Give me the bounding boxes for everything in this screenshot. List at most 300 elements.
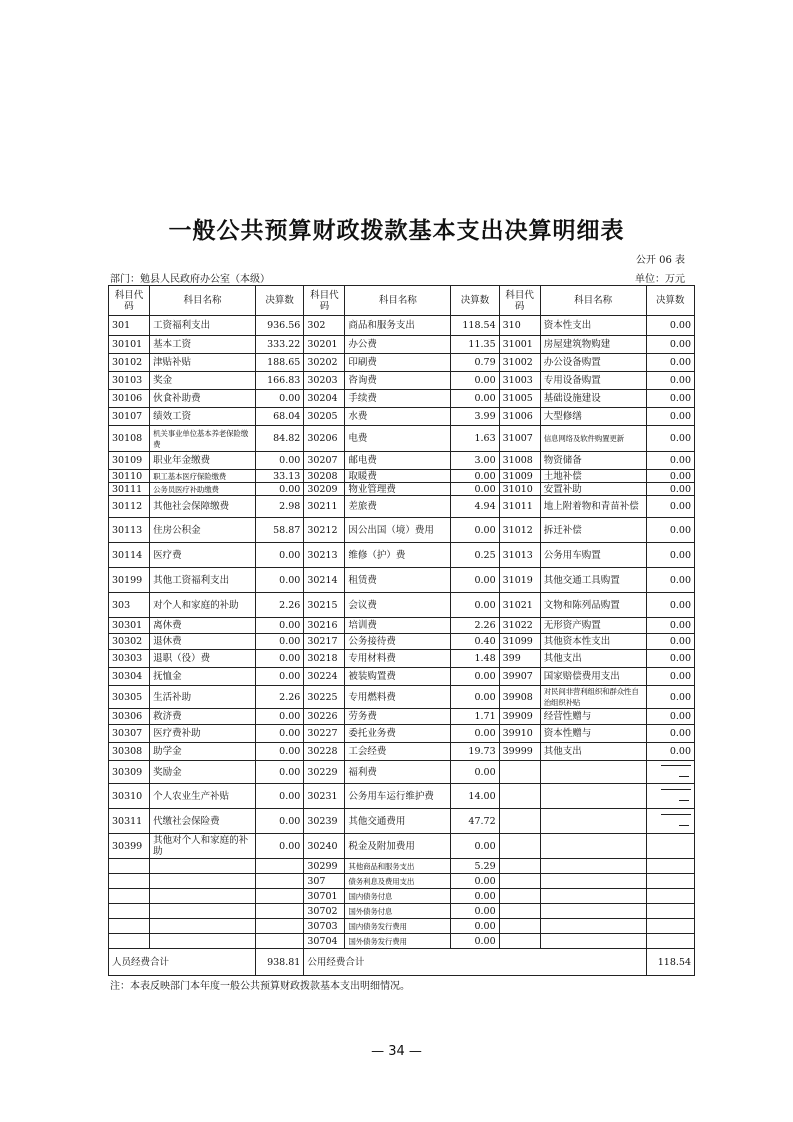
table-row bbox=[109, 372, 695, 390]
subject-code: 30306 bbox=[109, 709, 150, 725]
subject-name: 个人农业生产补贴 bbox=[150, 784, 256, 809]
subject-name: 基础设施建设 bbox=[540, 390, 646, 408]
amount-value bbox=[646, 874, 694, 889]
subject-code: 307 bbox=[304, 874, 345, 889]
subject-code: 30703 bbox=[304, 919, 345, 934]
amount-value: 0.00 bbox=[646, 336, 694, 354]
subject-code: 30209 bbox=[304, 483, 345, 496]
subject-code bbox=[109, 919, 150, 934]
amount-value: 0.00 bbox=[646, 354, 694, 372]
personnel-total-value: 938.81 bbox=[256, 949, 304, 976]
amount-value: 0.25 bbox=[451, 543, 499, 568]
subject-code: 31012 bbox=[499, 518, 540, 543]
amount-value: 0.40 bbox=[451, 634, 499, 650]
subject-code: 303 bbox=[109, 593, 150, 618]
subject-name bbox=[540, 761, 646, 784]
subject-name: 其他商品和服务支出 bbox=[345, 859, 451, 874]
subject-code: 30203 bbox=[304, 372, 345, 390]
subject-name: 专用材料费 bbox=[345, 650, 451, 668]
amount-value: 0.00 bbox=[256, 650, 304, 668]
subject-code: 39999 bbox=[499, 743, 540, 761]
amount-value: 0.00 bbox=[646, 568, 694, 593]
amount-value: 84.82 bbox=[256, 426, 304, 452]
table-row bbox=[109, 470, 695, 483]
subject-name: 其他交通费用 bbox=[345, 809, 451, 834]
table-row bbox=[109, 809, 695, 834]
table-row bbox=[109, 618, 695, 634]
subject-code: 30101 bbox=[109, 336, 150, 354]
subject-name: 资本性赠与 bbox=[540, 725, 646, 743]
amount-value: 0.00 bbox=[256, 743, 304, 761]
subject-name: 国内债务发行费用 bbox=[345, 919, 451, 934]
subject-code: 30229 bbox=[304, 761, 345, 784]
table-row bbox=[109, 408, 695, 426]
subject-name bbox=[540, 919, 646, 934]
subject-code: 30307 bbox=[109, 725, 150, 743]
table-row bbox=[109, 919, 695, 934]
subject-name: 经营性赠与 bbox=[540, 709, 646, 725]
amount-value: 5.29 bbox=[451, 859, 499, 874]
subject-name: 其他资本性支出 bbox=[540, 634, 646, 650]
subject-code: 30299 bbox=[304, 859, 345, 874]
amount-value: 0.00 bbox=[256, 618, 304, 634]
subject-code: 30108 bbox=[109, 426, 150, 452]
subject-name: 办公费 bbox=[345, 336, 451, 354]
subject-name: 维修（护）费 bbox=[345, 543, 451, 568]
subject-code: 31099 bbox=[499, 634, 540, 650]
subject-name: 公务用车运行维护费 bbox=[345, 784, 451, 809]
amount-value: 47.72 bbox=[451, 809, 499, 834]
subject-name bbox=[540, 809, 646, 834]
subject-name bbox=[540, 784, 646, 809]
subject-name: 无形资产购置 bbox=[540, 618, 646, 634]
subject-name: 被装购置费 bbox=[345, 668, 451, 686]
header-amount: 决算数 bbox=[256, 286, 304, 316]
subject-code bbox=[499, 809, 540, 834]
subject-code bbox=[109, 904, 150, 919]
amount-value bbox=[646, 919, 694, 934]
amount-value: 58.87 bbox=[256, 518, 304, 543]
amount-value: 0.00 bbox=[451, 372, 499, 390]
subject-name: 医疗费 bbox=[150, 543, 256, 568]
amount-value: 0.00 bbox=[646, 483, 694, 496]
subject-name: 绩效工资 bbox=[150, 408, 256, 426]
subject-name: 其他社会保障缴费 bbox=[150, 496, 256, 518]
subject-name: 因公出国（境）费用 bbox=[345, 518, 451, 543]
amount-value bbox=[646, 889, 694, 904]
subject-code bbox=[499, 784, 540, 809]
dash-mark bbox=[661, 812, 691, 828]
subject-code: 30304 bbox=[109, 668, 150, 686]
subject-code bbox=[109, 874, 150, 889]
subject-code bbox=[109, 889, 150, 904]
subject-code: 30106 bbox=[109, 390, 150, 408]
amount-value: 0.00 bbox=[451, 593, 499, 618]
subject-code bbox=[499, 761, 540, 784]
footnote: 注：本表反映部门本年度一般公共预算财政拨款基本支出明细情况。 bbox=[110, 981, 410, 992]
table-row bbox=[109, 709, 695, 725]
subject-code bbox=[109, 859, 150, 874]
amount-value: 0.00 bbox=[256, 634, 304, 650]
subject-name bbox=[150, 889, 256, 904]
subject-name: 委托业务费 bbox=[345, 725, 451, 743]
subject-name: 会议费 bbox=[345, 593, 451, 618]
subject-code: 30207 bbox=[304, 452, 345, 470]
header-row bbox=[109, 286, 695, 316]
amount-value bbox=[646, 904, 694, 919]
amount-value: 0.00 bbox=[646, 725, 694, 743]
subject-name: 工会经费 bbox=[345, 743, 451, 761]
subject-code: 30211 bbox=[304, 496, 345, 518]
subject-code: 30231 bbox=[304, 784, 345, 809]
amount-value bbox=[256, 904, 304, 919]
amount-value: 0.00 bbox=[256, 709, 304, 725]
amount-value: 0.00 bbox=[451, 834, 499, 859]
subject-code: 31010 bbox=[499, 483, 540, 496]
subject-code: 30107 bbox=[109, 408, 150, 426]
amount-value: 1.71 bbox=[451, 709, 499, 725]
table-row bbox=[109, 354, 695, 372]
subject-name: 文物和陈列品购置 bbox=[540, 593, 646, 618]
table-row bbox=[109, 496, 695, 518]
amount-value: 0.00 bbox=[451, 686, 499, 709]
subject-name: 机关事业单位基本养老保险缴费 bbox=[150, 426, 256, 452]
subject-name: 国外债务发行费用 bbox=[345, 934, 451, 949]
amount-value: 0.00 bbox=[256, 809, 304, 834]
amount-value: 0.00 bbox=[646, 470, 694, 483]
subject-name: 劳务费 bbox=[345, 709, 451, 725]
subject-name: 基本工资 bbox=[150, 336, 256, 354]
subject-code: 30110 bbox=[109, 470, 150, 483]
header-code: 科目代码 bbox=[304, 286, 345, 316]
table-row bbox=[109, 904, 695, 919]
subject-name: 物资储备 bbox=[540, 452, 646, 470]
subject-code: 30204 bbox=[304, 390, 345, 408]
table-row bbox=[109, 316, 695, 336]
subject-code: 39908 bbox=[499, 686, 540, 709]
amount-value: 0.00 bbox=[256, 483, 304, 496]
header-code: 科目代码 bbox=[499, 286, 540, 316]
subject-name bbox=[540, 934, 646, 949]
amount-value: 0.00 bbox=[646, 390, 694, 408]
subject-name: 专用燃料费 bbox=[345, 686, 451, 709]
public-total-value: 118.54 bbox=[646, 949, 694, 976]
subject-code bbox=[499, 919, 540, 934]
amount-value: 0.00 bbox=[256, 543, 304, 568]
subject-code: 30208 bbox=[304, 470, 345, 483]
subject-name: 其他对个人和家庭的补助 bbox=[150, 834, 256, 859]
subject-code: 302 bbox=[304, 316, 345, 336]
table-row bbox=[109, 568, 695, 593]
amount-value: 0.00 bbox=[256, 668, 304, 686]
table-row bbox=[109, 593, 695, 618]
table-row bbox=[109, 889, 695, 904]
amount-value: 0.00 bbox=[451, 668, 499, 686]
page-title: 一般公共预算财政拨款基本支出决算明细表 bbox=[168, 217, 625, 244]
subject-name: 公务员医疗补助缴费 bbox=[150, 483, 256, 496]
subject-code: 30109 bbox=[109, 452, 150, 470]
subject-name bbox=[540, 874, 646, 889]
subject-code: 30239 bbox=[304, 809, 345, 834]
table-row bbox=[109, 784, 695, 809]
table-row bbox=[109, 686, 695, 709]
amount-value: 188.65 bbox=[256, 354, 304, 372]
amount-value: 0.00 bbox=[256, 390, 304, 408]
department-label: 部门：勉县人民政府办公室（本级） bbox=[110, 274, 270, 285]
subject-code: 31013 bbox=[499, 543, 540, 568]
table-row bbox=[109, 452, 695, 470]
amount-value: 4.94 bbox=[451, 496, 499, 518]
subject-name: 税金及附加费用 bbox=[345, 834, 451, 859]
subject-code: 30701 bbox=[304, 889, 345, 904]
amount-value: 0.00 bbox=[646, 650, 694, 668]
amount-value: 2.26 bbox=[256, 686, 304, 709]
amount-value: 19.73 bbox=[451, 743, 499, 761]
amount-value: 0.00 bbox=[646, 518, 694, 543]
subject-code: 30113 bbox=[109, 518, 150, 543]
subject-code: 31009 bbox=[499, 470, 540, 483]
amount-value bbox=[256, 874, 304, 889]
not-applicable-mark bbox=[646, 761, 694, 784]
subject-code: 30225 bbox=[304, 686, 345, 709]
subject-code: 30214 bbox=[304, 568, 345, 593]
subject-code: 30399 bbox=[109, 834, 150, 859]
subject-name: 手续费 bbox=[345, 390, 451, 408]
amount-value: 0.00 bbox=[646, 372, 694, 390]
subject-name: 物业管理费 bbox=[345, 483, 451, 496]
subject-name: 对民间非营利组织和群众性自治组织补贴 bbox=[540, 686, 646, 709]
subject-name: 专用设备购置 bbox=[540, 372, 646, 390]
header-amount: 决算数 bbox=[451, 286, 499, 316]
amount-value: 3.99 bbox=[451, 408, 499, 426]
subject-code bbox=[499, 934, 540, 949]
subject-code: 30199 bbox=[109, 568, 150, 593]
subject-code: 30201 bbox=[304, 336, 345, 354]
header-name: 科目名称 bbox=[540, 286, 646, 316]
amount-value: 33.13 bbox=[256, 470, 304, 483]
subject-name: 土地补偿 bbox=[540, 470, 646, 483]
subject-name: 国内债务付息 bbox=[345, 889, 451, 904]
subject-code: 31002 bbox=[499, 354, 540, 372]
unit-label: 单位：万元 bbox=[635, 274, 685, 285]
page-number: — 34 — bbox=[371, 1044, 422, 1059]
subject-name: 伙食补助费 bbox=[150, 390, 256, 408]
subject-code: 30302 bbox=[109, 634, 150, 650]
subject-code: 39907 bbox=[499, 668, 540, 686]
subject-code: 30308 bbox=[109, 743, 150, 761]
amount-value: 0.00 bbox=[451, 568, 499, 593]
expenditure-table bbox=[108, 285, 695, 976]
amount-value: 118.54 bbox=[451, 316, 499, 336]
dash-mark bbox=[661, 763, 691, 779]
subject-code: 31019 bbox=[499, 568, 540, 593]
table-row bbox=[109, 426, 695, 452]
amount-value: 11.35 bbox=[451, 336, 499, 354]
amount-value: 14.00 bbox=[451, 784, 499, 809]
amount-value: 0.00 bbox=[451, 904, 499, 919]
subject-name bbox=[540, 859, 646, 874]
subject-name: 住房公积金 bbox=[150, 518, 256, 543]
subject-code bbox=[499, 834, 540, 859]
subject-name: 福利费 bbox=[345, 761, 451, 784]
amount-value: 0.00 bbox=[451, 725, 499, 743]
subject-code: 301 bbox=[109, 316, 150, 336]
subject-code: 30112 bbox=[109, 496, 150, 518]
subject-name: 其他支出 bbox=[540, 650, 646, 668]
table-row bbox=[109, 668, 695, 686]
subject-name: 差旅费 bbox=[345, 496, 451, 518]
subject-name: 取暖费 bbox=[345, 470, 451, 483]
amount-value: 0.00 bbox=[451, 889, 499, 904]
subject-code bbox=[499, 874, 540, 889]
header-name: 科目名称 bbox=[345, 286, 451, 316]
subject-code: 30206 bbox=[304, 426, 345, 452]
subject-name: 奖金 bbox=[150, 372, 256, 390]
amount-value: 1.63 bbox=[451, 426, 499, 452]
subject-name: 电费 bbox=[345, 426, 451, 452]
subject-name: 离休费 bbox=[150, 618, 256, 634]
table-row bbox=[109, 650, 695, 668]
subject-name: 信息网络及软件购置更新 bbox=[540, 426, 646, 452]
amount-value: 0.00 bbox=[646, 452, 694, 470]
not-applicable-mark bbox=[646, 784, 694, 809]
table-row bbox=[109, 761, 695, 784]
subject-name bbox=[150, 904, 256, 919]
subject-code bbox=[499, 859, 540, 874]
subject-name: 其他工资福利支出 bbox=[150, 568, 256, 593]
amount-value: 0.00 bbox=[256, 452, 304, 470]
amount-value: 333.22 bbox=[256, 336, 304, 354]
subject-code: 30224 bbox=[304, 668, 345, 686]
subject-name: 职业年金缴费 bbox=[150, 452, 256, 470]
amount-value: 0.00 bbox=[646, 709, 694, 725]
amount-value: 0.00 bbox=[646, 426, 694, 452]
subject-code: 30702 bbox=[304, 904, 345, 919]
subject-code: 30228 bbox=[304, 743, 345, 761]
subject-code: 30301 bbox=[109, 618, 150, 634]
subject-name: 咨询费 bbox=[345, 372, 451, 390]
subject-name bbox=[150, 874, 256, 889]
personnel-total-label: 人员经费合计 bbox=[109, 949, 256, 976]
subject-code: 30704 bbox=[304, 934, 345, 949]
subject-name: 代缴社会保险费 bbox=[150, 809, 256, 834]
amount-value: 68.04 bbox=[256, 408, 304, 426]
amount-value: 0.00 bbox=[451, 390, 499, 408]
amount-value: 0.00 bbox=[451, 483, 499, 496]
table-row bbox=[109, 934, 695, 949]
subject-name bbox=[540, 904, 646, 919]
subject-code: 310 bbox=[499, 316, 540, 336]
subject-name: 生活补助 bbox=[150, 686, 256, 709]
amount-value bbox=[256, 889, 304, 904]
subject-name bbox=[150, 859, 256, 874]
table-row bbox=[109, 336, 695, 354]
subject-code: 31007 bbox=[499, 426, 540, 452]
subject-code: 30205 bbox=[304, 408, 345, 426]
subject-code: 30310 bbox=[109, 784, 150, 809]
subject-name: 公务用车购置 bbox=[540, 543, 646, 568]
subject-name: 医疗费补助 bbox=[150, 725, 256, 743]
table-row bbox=[109, 874, 695, 889]
table-row bbox=[109, 859, 695, 874]
subject-name: 商品和服务支出 bbox=[345, 316, 451, 336]
subject-name: 邮电费 bbox=[345, 452, 451, 470]
subject-name: 水费 bbox=[345, 408, 451, 426]
subject-code: 31021 bbox=[499, 593, 540, 618]
subject-code: 31001 bbox=[499, 336, 540, 354]
subject-name: 退休费 bbox=[150, 634, 256, 650]
subject-code: 30309 bbox=[109, 761, 150, 784]
subject-code: 30311 bbox=[109, 809, 150, 834]
amount-value: 2.26 bbox=[256, 593, 304, 618]
subject-code: 39909 bbox=[499, 709, 540, 725]
subject-name: 其他交通工具购置 bbox=[540, 568, 646, 593]
amount-value: 0.00 bbox=[256, 834, 304, 859]
public-total-label: 公用经费合计 bbox=[304, 949, 646, 976]
subject-name: 救济费 bbox=[150, 709, 256, 725]
subject-name: 对个人和家庭的补助 bbox=[150, 593, 256, 618]
amount-value: 0.00 bbox=[256, 725, 304, 743]
subject-code: 30240 bbox=[304, 834, 345, 859]
subject-name: 债务利息及费用支出 bbox=[345, 874, 451, 889]
amount-value bbox=[646, 859, 694, 874]
subject-code: 30111 bbox=[109, 483, 150, 496]
subject-name: 房屋建筑物购建 bbox=[540, 336, 646, 354]
subject-code: 30102 bbox=[109, 354, 150, 372]
subject-code: 399 bbox=[499, 650, 540, 668]
subject-name: 奖励金 bbox=[150, 761, 256, 784]
subject-name: 津贴补贴 bbox=[150, 354, 256, 372]
subject-code: 30303 bbox=[109, 650, 150, 668]
amount-value: 0.00 bbox=[646, 593, 694, 618]
subject-code: 30103 bbox=[109, 372, 150, 390]
amount-value: 0.00 bbox=[256, 784, 304, 809]
subject-name: 办公设备购置 bbox=[540, 354, 646, 372]
table-row bbox=[109, 743, 695, 761]
subject-name: 抚恤金 bbox=[150, 668, 256, 686]
subject-code: 31003 bbox=[499, 372, 540, 390]
subject-name: 其他支出 bbox=[540, 743, 646, 761]
subject-code: 31006 bbox=[499, 408, 540, 426]
subject-name: 职工基本医疗保险缴费 bbox=[150, 470, 256, 483]
amount-value: 0.00 bbox=[451, 470, 499, 483]
amount-value: 0.00 bbox=[646, 668, 694, 686]
amount-value: 0.00 bbox=[451, 518, 499, 543]
subject-name: 资本性支出 bbox=[540, 316, 646, 336]
amount-value bbox=[256, 919, 304, 934]
amount-value: 3.00 bbox=[451, 452, 499, 470]
amount-value: 0.00 bbox=[646, 316, 694, 336]
subject-code: 30202 bbox=[304, 354, 345, 372]
header-code: 科目代码 bbox=[109, 286, 150, 316]
subject-code bbox=[109, 934, 150, 949]
header-amount: 决算数 bbox=[646, 286, 694, 316]
amount-value: 0.00 bbox=[256, 761, 304, 784]
table-row bbox=[109, 518, 695, 543]
subject-code: 30213 bbox=[304, 543, 345, 568]
subject-name: 助学金 bbox=[150, 743, 256, 761]
table-row bbox=[109, 725, 695, 743]
amount-value: 0.00 bbox=[646, 743, 694, 761]
subject-code: 30212 bbox=[304, 518, 345, 543]
subject-name: 安置补助 bbox=[540, 483, 646, 496]
amount-value bbox=[256, 859, 304, 874]
subject-code: 30114 bbox=[109, 543, 150, 568]
amount-value: 0.00 bbox=[256, 568, 304, 593]
subject-code: 30215 bbox=[304, 593, 345, 618]
subject-code: 31008 bbox=[499, 452, 540, 470]
table-row bbox=[109, 543, 695, 568]
